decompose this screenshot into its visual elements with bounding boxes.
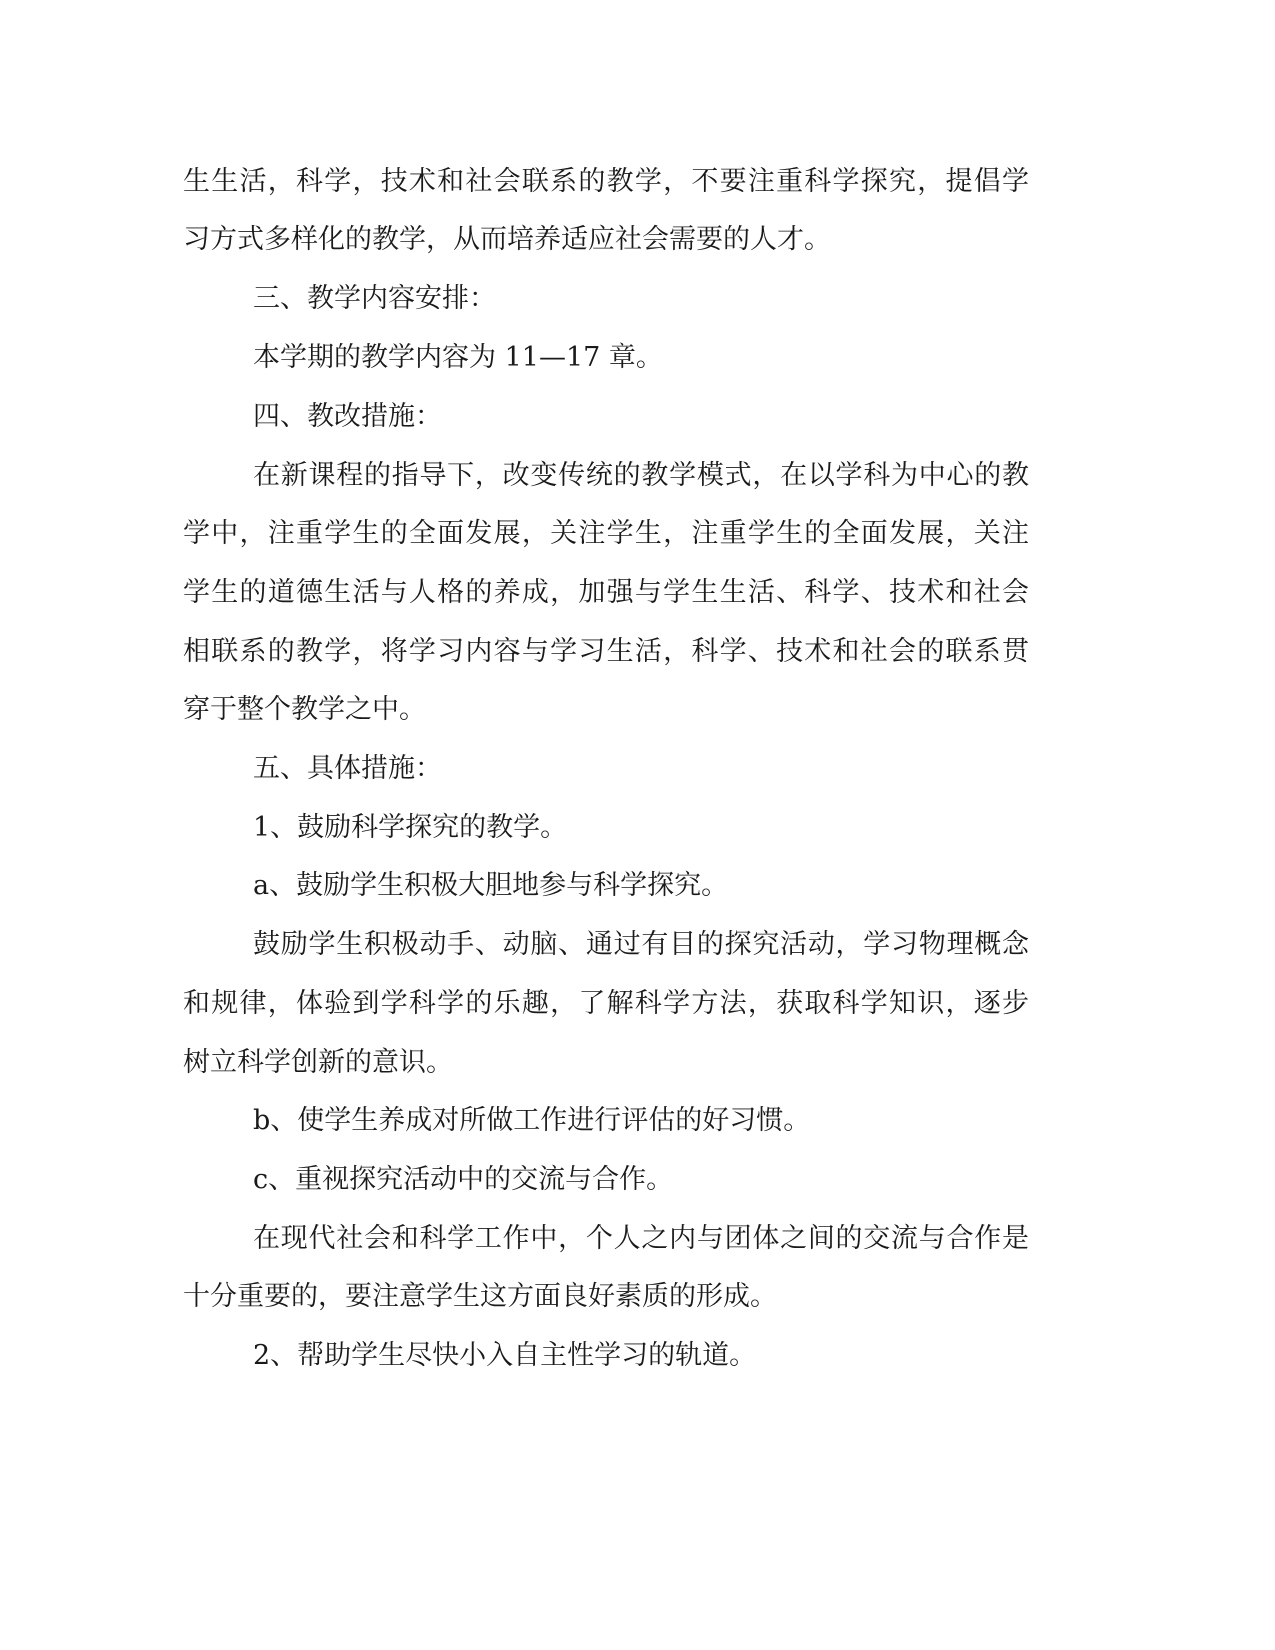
body-text-line: 学生的道德生活与人格的养成，加强与学生生活、科学、技术和社会 [183,577,1029,608]
list-item: b、使学生养成对所做工作进行评估的好习惯。 [253,1105,811,1136]
body-text-line: 本学期的教学内容为 11—17 章。 [253,342,663,373]
body-text-line: 在现代社会和科学工作中，个人之内与团体之间的交流与合作是 [253,1223,1029,1254]
body-text-line: 穿于整个教学之中。 [183,694,426,725]
list-item: c、重视探究活动中的交流与合作。 [253,1164,674,1195]
body-text-line: 在新课程的指导下，改变传统的教学模式，在以学科为中心的教 [253,460,1029,491]
section-heading: 四、教改措施： [253,401,442,432]
list-item: 2、帮助学生尽快小入自主性学习的轨道。 [253,1340,757,1371]
section-heading: 五、具体措施： [253,753,442,784]
body-text-line: 生生活，科学，技术和社会联系的教学，不要注重科学探究，提倡学 [183,166,1029,197]
body-text-line: 十分重要的，要注意学生这方面良好素质的形成。 [183,1281,777,1312]
body-text-line: 和规律，体验到学科学的乐趣，了解科学方法，获取科学知识，逐步 [183,988,1029,1019]
list-item: 1、鼓励科学探究的教学。 [253,812,568,843]
list-item: a、鼓励学生积极大胆地参与科学探究。 [253,870,729,901]
body-text-line: 树立科学创新的意识。 [183,1047,453,1078]
section-heading: 三、教学内容安排： [253,283,496,314]
body-text-line: 习方式多样化的教学，从而培养适应社会需要的人才。 [183,224,831,255]
body-text-line: 鼓励学生积极动手、动脑、通过有目的探究活动，学习物理概念 [253,929,1029,960]
body-text-line: 相联系的教学，将学习内容与学习生活，科学、技术和社会的联系贯 [183,636,1029,667]
body-text-line: 学中，注重学生的全面发展，关注学生，注重学生的全面发展，关注 [183,518,1029,549]
